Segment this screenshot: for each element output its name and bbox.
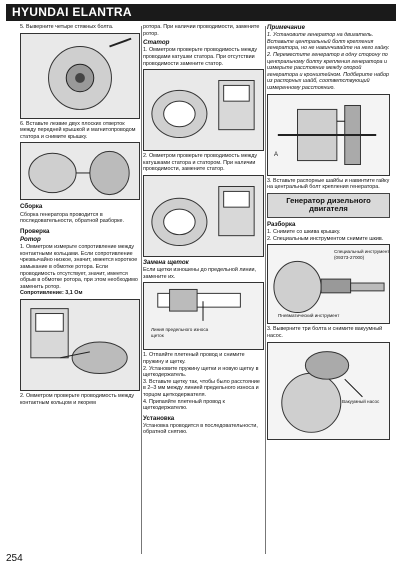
step-3-washers-text: 3. Вставьте распорные шайбы и навинтите гайку на центральный болт крепления генератора. — [267, 177, 390, 191]
dimension-a-label: A — [274, 151, 279, 158]
special-tool-label: Специальный инструмент (09373-27000) — [334, 249, 390, 260]
alternator-bolts-figure — [20, 33, 140, 119]
disassembly-step-1: 1. Снимите со шкива крышку. — [267, 229, 341, 236]
step-6-text: 6. Вставьте лезвие двух плоских отверток между передней крышкой и магнитопроводом статора и снимите крышку. — [20, 120, 136, 140]
assembly-text: Сборка генератора проводится в последовательности, обратной разборке. — [20, 211, 125, 225]
disassembly-step-2: 2. Специальным инструментом снимите шкив. — [267, 235, 384, 242]
step-5-text: 5. Выверните четыре стяжных болта. — [20, 24, 114, 30]
installation-heading: Установка — [143, 414, 175, 422]
note-step-1: 1. Установите генератор на двигатель. Вставьте центральный болт крепления генератора, но не навинчивайте на него гайку. — [267, 32, 390, 52]
stator-step-2: 2. Омметром проверьте проводимость между катушками статора и статором. При наличии проводимости, замените статор. — [143, 153, 258, 173]
brush-wear-line-label: Линия предельного износа щеток — [151, 327, 209, 338]
disassembly-heading: Разборка — [267, 220, 296, 228]
vacuum-pump-figure — [267, 342, 390, 440]
pulley-removal-figure — [267, 244, 390, 324]
header-title: HYUNDAI ELANTRA — [12, 5, 132, 19]
vacuum-pump-label: Вакуумный насос — [342, 398, 380, 404]
rotor-heading: Ротор — [20, 235, 41, 243]
step-2-text: 2. Омметром проверьте проводимость между контактным кольцом и якорем — [20, 392, 135, 406]
stator-step-1: 1. Омметром проверьте проводимость между проводами катушки статора. При отсутствии проводимости замените статор. — [143, 47, 258, 67]
column-divider — [141, 26, 142, 554]
brush-intro-text: Если щетки изношены до предельной линии, замените их. — [143, 267, 257, 280]
brush-step-4: 4. Припаяйте плетеный провод к щеткодержателю. — [143, 398, 225, 412]
pneumatic-tool-label: Пневматический инструмент — [278, 313, 340, 319]
column-2 — [143, 24, 264, 436]
stator-check-figure-2 — [143, 175, 264, 257]
page-header — [6, 4, 396, 21]
diesel-generator-heading: Генератор дизельного двигателя — [267, 193, 390, 218]
brush-wear-figure — [143, 282, 264, 350]
page-number: 254 — [6, 553, 23, 564]
note-heading: Примечание — [267, 24, 305, 31]
column-1 — [20, 24, 140, 406]
brush-replacement-heading: Замена щеток — [143, 258, 189, 266]
brush-step-2: 2. Установите пружину щетки и новую щетку в щеткодержатель. — [143, 365, 259, 379]
spacer-gap-figure — [267, 94, 390, 176]
note-step-2: 2. Переместите генератор в одну сторону по центральному болту крепления генератора и измерьте расстояние между опорой генератора и кронштейном. Подберите набор из распорных шайб, соответствующий измеренному расстоянию. — [267, 51, 389, 91]
stator-heading: Статор — [143, 39, 170, 47]
rotor-text: 1. Омметром измерьте сопротивление между контактными кольцами. Если сопротивление чрезвычайно низкое, значит, имеется короткое замыкание в обмотке ротора. Если проводимость отсутствует, значит, имеется обрыв в обмотке ротора, при этом необходимо заменить ротор. — [20, 244, 138, 290]
ohmmeter-rotor-figure — [20, 299, 140, 391]
rotor-continued-text: ротора. При наличии проводимости, замените ротор. — [143, 24, 260, 37]
brush-step-1: 1. Отпаяйте плетеный провод и снимите пружину и щетку. — [143, 352, 245, 365]
column-3 — [267, 24, 390, 442]
disassembly-step-3: 3. Выверните три болта и снимите вакуумный насос. — [267, 326, 383, 339]
stator-check-figure-1 — [143, 69, 264, 151]
brush-step-3: 3. Вставьте щетку так, чтобы было расстояние в 2–3 мм между линией предельного износа и торцом щеткодержателя. — [143, 378, 260, 398]
installation-text: Установка проводится в последовательности, обратной снятию. — [143, 422, 258, 436]
assembly-heading: Сборка — [20, 203, 43, 211]
resistance-value: Сопротивление: 3,1 Ом — [20, 290, 83, 297]
check-heading: Проверка — [20, 227, 50, 235]
cover-removal-figure — [20, 142, 140, 200]
column-divider — [265, 26, 266, 554]
